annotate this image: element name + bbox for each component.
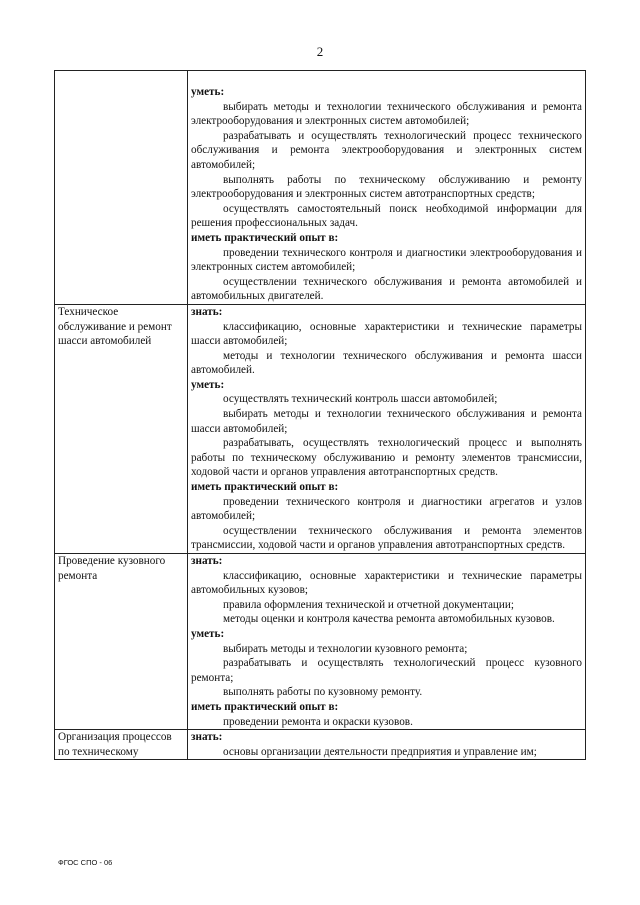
requirement-item: классификацию, основные характеристики и технические параметры автомобильных кузовов; — [191, 569, 582, 597]
requirement-heading: знать: — [191, 555, 223, 567]
requirement-item: осуществлении технического обслуживания и ремонта автомобилей и автомобильных двигателей. — [191, 275, 582, 303]
competency-table — [54, 70, 586, 760]
requirement-item: проведении ремонта и окраски кузовов. — [223, 715, 413, 728]
page-number: 2 — [316, 44, 324, 59]
requirement-heading: иметь практический опыт в: — [191, 700, 339, 713]
module-name-cell: Техническое обслуживание и ремонт шасси автомобилей — [55, 304, 188, 553]
requirements-cell — [188, 554, 586, 730]
requirement-item: разрабатывать и осуществлять технологический процесс кузовного ремонта; — [191, 657, 582, 684]
requirements-cell — [188, 304, 586, 553]
requirement-item: выполнять работы по техническому обслуживанию и ремонту электрооборудования и электронных систем автотранспортных средств; — [191, 173, 582, 201]
table-row — [55, 71, 586, 305]
requirement-heading: иметь практический опыт в: — [191, 481, 339, 494]
requirement-item: выполнять работы по кузовному ремонту. — [223, 686, 423, 699]
footer-code: ФГОС СПО - 06 — [58, 858, 113, 867]
requirement-heading: уметь: — [191, 378, 225, 391]
requirement-item: методы оценки и контроля качества ремонта автомобильных кузовов. — [223, 613, 555, 626]
requirement-item: осуществлении технического обслуживания и ремонта элементов трансмиссии, ходовой части и органов управления автотранспортных средств. — [191, 524, 582, 552]
requirements-cell — [188, 71, 586, 305]
requirement-heading: знать: — [191, 305, 223, 318]
requirement-heading: уметь: — [191, 86, 225, 98]
requirement-heading: знать: — [191, 731, 223, 744]
table-row — [55, 730, 586, 760]
requirement-item: правила оформления технической и отчетной документации; — [223, 598, 514, 611]
requirement-item: разрабатывать, осуществлять технологический процесс и выполнять работы по техническому обслуживанию и ремонту элементов трансмиссии, ходовой части и органов управления автотранспортных средств. — [191, 437, 582, 479]
table-row — [55, 554, 586, 730]
requirement-item: проведении технического контроля и диагностики агрегатов и узлов автомобилей; — [191, 495, 582, 523]
table-row — [55, 304, 586, 553]
requirement-item: основы организации деятельности предприятия и управление им; — [223, 745, 537, 758]
requirement-item: разрабатывать и осуществлять технологический процесс технического обслуживания и ремонта электрооборудования и электронных систем автомобилей; — [191, 129, 582, 171]
module-name-cell: Организация процессов по техническому — [55, 730, 188, 760]
requirement-item: выбирать методы и технологии технического обслуживания и ремонта электрооборудования и электронных систем автомобилей; — [191, 100, 582, 128]
requirement-item: осуществлять технический контроль шасси автомобилей; — [223, 393, 498, 406]
requirement-item: осуществлять самостоятельный поиск необходимой информации для решения профессиональных задач. — [191, 202, 582, 230]
requirement-item: проведении технического контроля и диагностики электрооборудования и электронных систем автомобилей; — [191, 246, 582, 274]
requirement-heading: иметь практический опыт в: — [191, 231, 339, 244]
requirements-cell — [188, 730, 586, 760]
requirement-item: методы и технологии технического обслуживания и ремонта шасси автомобилей. — [191, 349, 582, 377]
module-name-cell: Проведение кузовного ремонта — [55, 554, 188, 730]
requirement-item: выбирать методы и технологии технического обслуживания и ремонта шасси автомобилей; — [191, 408, 582, 435]
requirement-item: классификацию, основные характеристики и технические параметры шасси автомобилей; — [191, 320, 582, 348]
requirement-item: выбирать методы и технологии кузовного ремонта; — [223, 642, 468, 655]
module-name-cell — [55, 71, 188, 305]
requirement-heading: уметь: — [191, 627, 225, 640]
